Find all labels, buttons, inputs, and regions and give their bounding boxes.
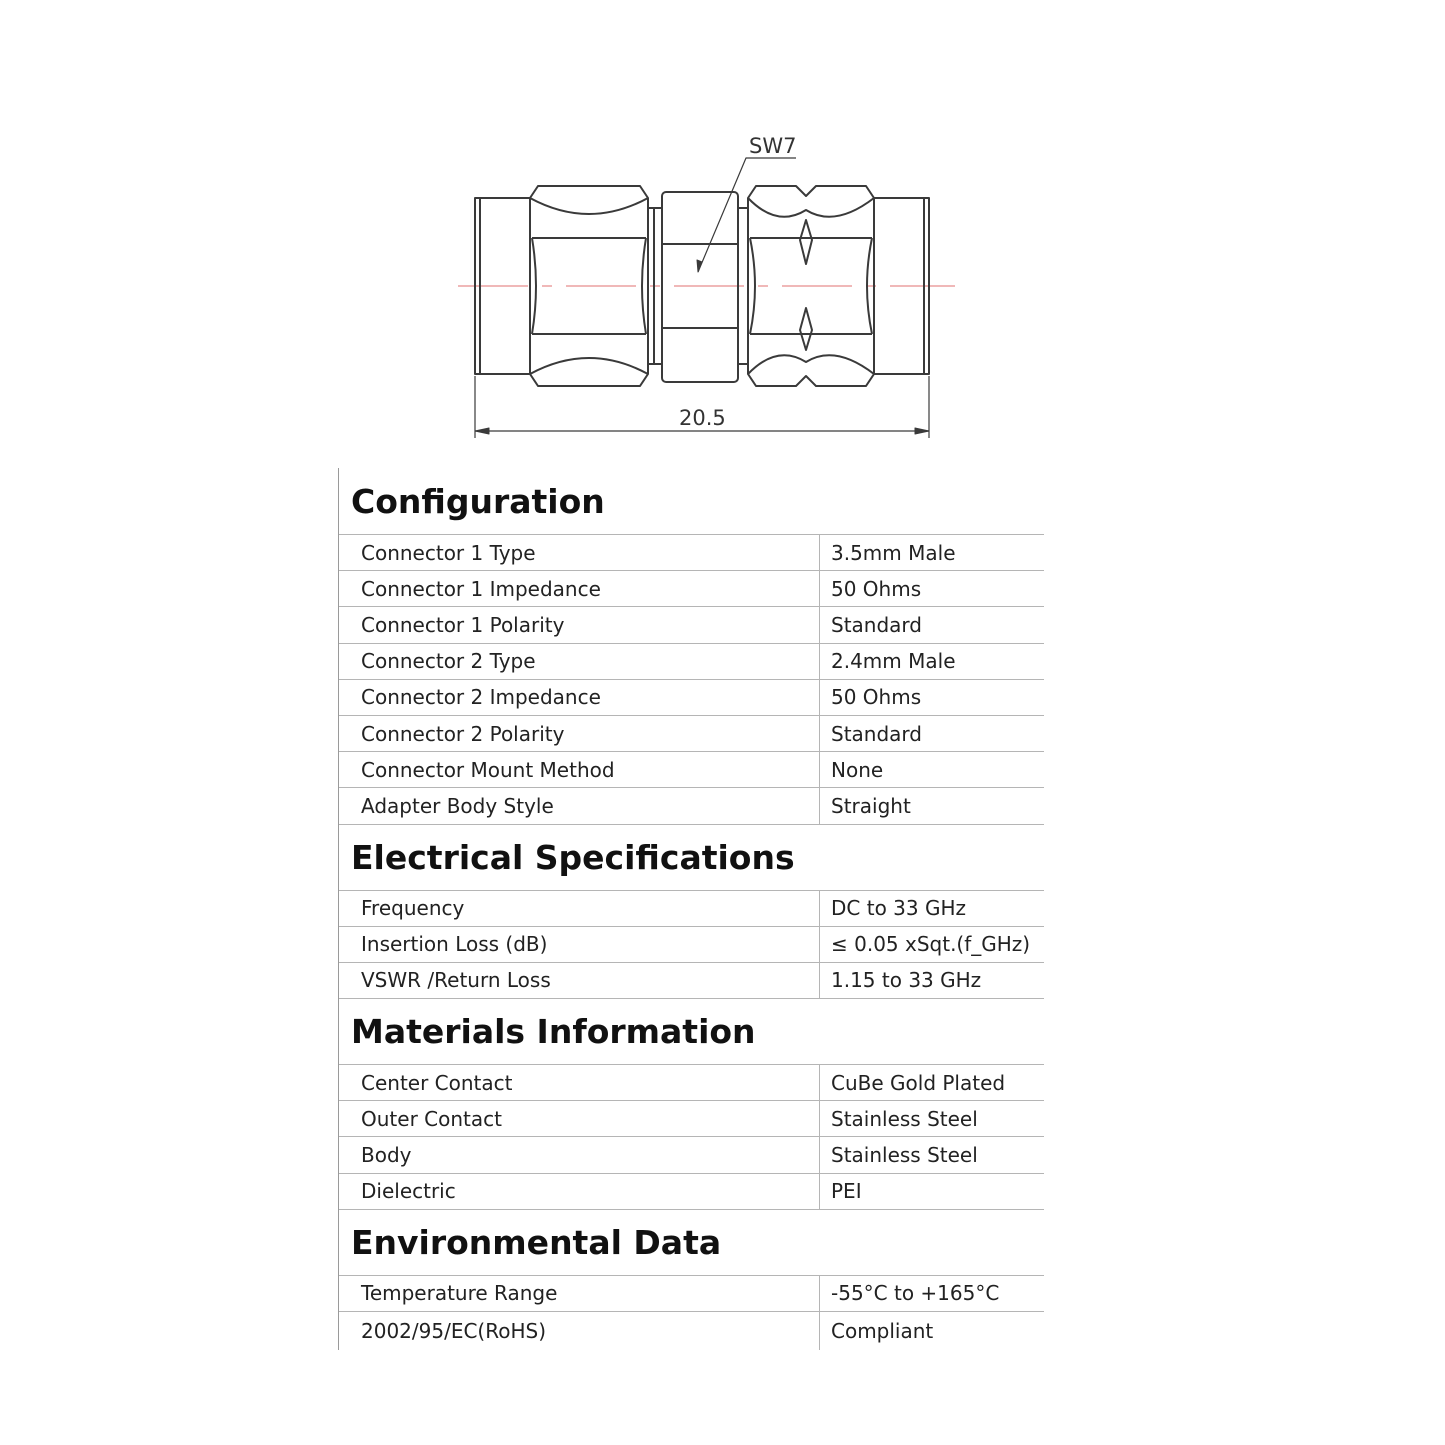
row-label: Dielectric (339, 1174, 820, 1209)
row-label: Connector Mount Method (339, 752, 820, 787)
table-row (339, 1137, 1044, 1173)
table-row (339, 752, 1044, 788)
row-label: Connector 2 Polarity (339, 716, 820, 751)
row-label: Connector 1 Type (339, 535, 820, 570)
row-value: None (831, 757, 884, 782)
row-value: Stainless Steel (831, 1143, 978, 1168)
section-title-environmental: Environmental Data (339, 1210, 1044, 1276)
section-title-configuration: Configuration (339, 468, 1044, 535)
row-value: Standard (831, 721, 922, 746)
row-label: Connector 2 Impedance (339, 680, 820, 715)
table-row (339, 891, 1044, 927)
row-label: Frequency (339, 891, 820, 926)
row-label: Outer Contact (339, 1101, 820, 1136)
row-value: Standard (831, 612, 922, 637)
row-value: 1.15 to 33 GHz (831, 968, 982, 993)
table-row (339, 644, 1044, 680)
table-row (339, 1174, 1044, 1210)
row-value: DC to 33 GHz (831, 896, 966, 921)
row-label: 2002/95/EC(RoHS) (339, 1312, 820, 1350)
row-value: 3.5mm Male (831, 540, 956, 565)
row-value: Stainless Steel (831, 1106, 978, 1131)
table-row (339, 1101, 1044, 1137)
table-row (339, 788, 1044, 824)
row-value: Compliant (831, 1319, 934, 1343)
row-value: 50 Ohms (831, 685, 922, 710)
table-row (339, 1276, 1044, 1312)
row-label: Center Contact (339, 1065, 820, 1100)
adapter-outline-drawing (0, 0, 1445, 460)
table-row (339, 963, 1044, 999)
row-label: Insertion Loss (dB) (339, 927, 820, 962)
wrench-size-label: SW7 (749, 134, 797, 158)
row-label: Connector 1 Polarity (339, 607, 820, 642)
table-row (339, 571, 1044, 607)
row-value: PEI (831, 1179, 862, 1204)
spec-table (338, 468, 1044, 1350)
row-label: Connector 2 Type (339, 644, 820, 679)
row-value: -55°C to +165°C (831, 1281, 1000, 1306)
table-row (339, 607, 1044, 643)
table-row (339, 535, 1044, 571)
row-label: Connector 1 Impedance (339, 571, 820, 606)
row-label: Temperature Range (339, 1276, 820, 1311)
row-value: CuBe Gold Plated (831, 1070, 1006, 1095)
table-row (339, 927, 1044, 963)
row-label: VSWR /Return Loss (339, 963, 820, 998)
table-row (339, 680, 1044, 716)
section-title-materials: Materials Information (339, 999, 1044, 1065)
row-value: 2.4mm Male (831, 649, 956, 674)
row-label: Adapter Body Style (339, 788, 820, 823)
technical-drawing (0, 0, 1445, 460)
table-row (339, 716, 1044, 752)
table-row (339, 1312, 1044, 1350)
overall-length-label: 20.5 (679, 406, 726, 430)
section-title-electrical: Electrical Specifications (339, 825, 1044, 891)
row-value: Straight (831, 793, 911, 818)
row-label: Body (339, 1137, 820, 1172)
table-row (339, 1065, 1044, 1101)
row-value: ≤ 0.05 xSqt.(f_GHz) (831, 932, 1031, 957)
row-value: 50 Ohms (831, 576, 922, 601)
